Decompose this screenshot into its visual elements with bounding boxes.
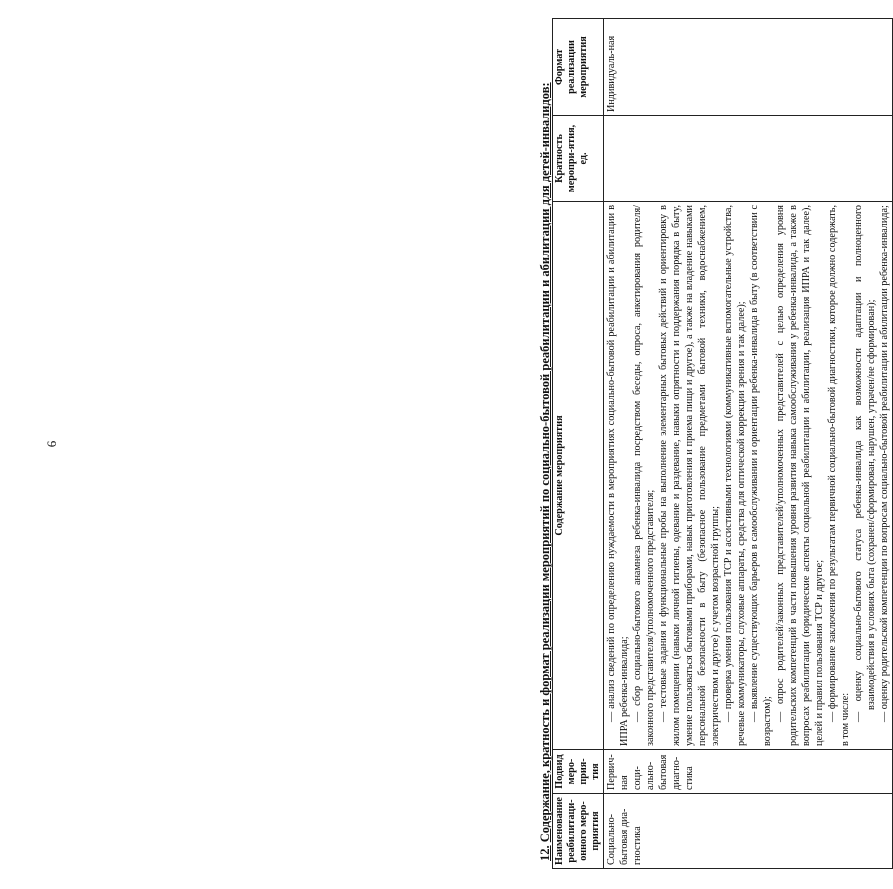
content-item: — выявление существующих барьеров в самообслуживании и ориентации ребенка-инвалида в быту (в соответствии с возрастом); <box>749 205 773 746</box>
page-number: 6 <box>44 440 59 448</box>
header-content: Содержание мероприятия <box>553 202 604 750</box>
cell-format: Индивидуаль-ная <box>604 19 893 116</box>
header-frequency: Кратность меропри-ятия, ед. <box>553 116 604 202</box>
cell-content <box>604 202 893 750</box>
content-item: — проверка умения пользования ТСР и ассистивными технологиями (коммуникативные вспомогательные устройства, речевые коммуникаторы, слуховые аппараты, средства для оптической коррекции зрения и так далее); <box>723 205 747 746</box>
content-subitem: — оценку родительской компетенции по вопросам социально-бытовой реабилитации и абилитации ребенка-инвалида; <box>879 205 890 722</box>
cell-frequency <box>604 116 893 202</box>
rotated-document-page <box>40 19 890 869</box>
header-subtype: Подвид меро-прия-тия <box>553 750 604 794</box>
cell-name: Социально-бытовая диа-гностика <box>604 794 893 869</box>
cell-subtype: Первич-ная соци-ально-бытовая диагно-стика <box>604 750 893 794</box>
content-item: — тестовые задания и функциональные пробы на выполнение элементарных бытовых действий и ориентировку в жилом помещении (навыки личной гигиены, одевание и раздевание, навыки опрятности и поддержания порядка в быту, умение пользоваться бытовыми приборами, навык приготовления и приема пищи и другое), а также на владение навыками персональной безопасности в быту (безопасное пользование предметами бытовой техники, водоснабжением, электричеством и другое) с учетом возрастной группы; <box>658 205 721 746</box>
content-item: — анализ сведений по определению нуждаемости в мероприятиях социально-бытовой реабилитации и абилитации в ИПРА ребенка-инвалида; <box>606 205 630 746</box>
section-number: 12. <box>538 845 552 861</box>
content-item: — сбор социально-бытового анамнеза ребенка-инвалида посредством беседы, опроса, анкетирования родителя/законного представителя/уполномоченного представителя; <box>632 205 656 746</box>
table-header-row <box>553 19 604 869</box>
content-subitem: — оценку социально-бытового статуса ребенка-инвалида как возможности адаптации и полноценного взаимодействия в условиях быта (сохранен/сформирован, нарушен, утрачен/не сформирован); <box>853 205 877 722</box>
section-heading <box>538 21 552 861</box>
table-row <box>604 19 893 869</box>
header-format: Формат реализации мероприятия <box>553 19 604 116</box>
content-item: — опрос родителей/законных представителей/уполномоченных представителей с целью определения уровня родительских компетенций в части повышения уровня развития навыка самообслуживания у ребенка-инвалида, а также в вопросах реабилитации (юридические аспекты социальной реабилитации и абилитации, реализация ИПРА и так далее), целей и правил пользования ТСР и другое; <box>775 205 825 746</box>
section-title-text: Содержание, кратность и формат реализации мероприятий по социально-бытовой реабилитации и абилитации для детей-инвалидов: <box>538 82 552 843</box>
header-name: Наименование реабилитаци-онного меро-приятия <box>553 794 604 869</box>
content-item: — формирование заключения по результатам первичной социально-бытовой диагностики, которое должно содержать, в том числе: <box>827 205 851 746</box>
rehabilitation-table <box>552 18 893 869</box>
